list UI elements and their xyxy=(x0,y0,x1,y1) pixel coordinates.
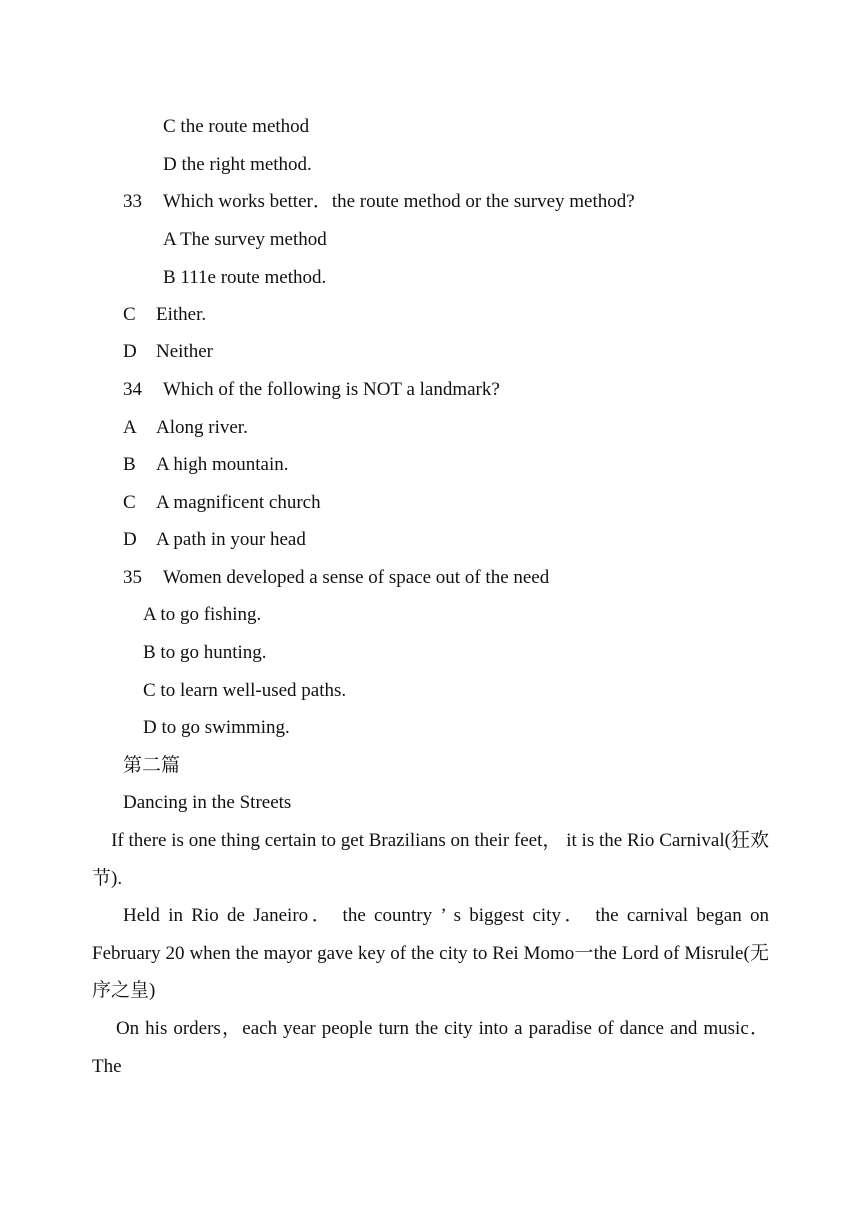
question-number: 34 xyxy=(123,379,142,400)
paragraph-text: Held in Rio de Janeiro． the country ’ s biggest city． the carnival began on February 20 when the mayor gave key of the city to Rei Momo一the Lord of Misrule(无序之皇) xyxy=(92,905,769,1002)
q33-option-a: A The survey method xyxy=(163,229,327,250)
option-letter: D xyxy=(123,341,137,362)
section-label: 第二篇 xyxy=(123,755,181,776)
q32-option-c: C the route method xyxy=(163,116,310,137)
option-letter: D xyxy=(123,529,137,550)
q32-option-d: D the right method. xyxy=(163,154,312,175)
paragraph-text: If there is one thing certain to get Brazilians on their feet， it is the Rio Carnival(狂欢节). xyxy=(92,830,769,889)
question-text: Which of the following is NOT a landmark? xyxy=(163,379,500,400)
option-text: Either. xyxy=(156,304,207,325)
q34-option-c xyxy=(123,491,321,515)
question-number: 35 xyxy=(123,567,142,588)
passage-paragraph-2 xyxy=(92,897,769,1010)
question-text: Which works better．the route method or the survey method? xyxy=(163,191,635,212)
question-text: Women developed a sense of space out of the need xyxy=(163,567,550,588)
q33-option-c xyxy=(123,303,206,327)
option-text: A magnificent church xyxy=(156,492,321,513)
q35-option-b: B to go hunting. xyxy=(143,642,267,663)
passage-paragraph-1 xyxy=(92,822,769,897)
option-letter: C xyxy=(123,492,136,513)
passage-title: Dancing in the Streets xyxy=(123,792,292,813)
q35-option-a: A to go fishing. xyxy=(143,604,262,625)
option-text: Neither xyxy=(156,341,213,362)
paragraph-text: On his orders，each year people turn the city into a paradise of dance and music．The xyxy=(92,1018,770,1077)
option-letter: B xyxy=(123,454,136,475)
q34-question xyxy=(123,378,500,402)
q35-option-c: C to learn well-used paths. xyxy=(143,680,347,701)
passage-paragraph-3 xyxy=(92,1010,769,1085)
option-text: Along river. xyxy=(156,417,248,438)
q34-option-d xyxy=(123,528,306,552)
option-text: A path in your head xyxy=(156,529,306,550)
q33-option-b: B 111e route method. xyxy=(163,267,327,288)
option-text: A high mountain. xyxy=(156,454,289,475)
option-letter: C xyxy=(123,304,136,325)
q34-option-a xyxy=(123,416,248,440)
q33-option-d xyxy=(123,340,213,364)
question-number: 33 xyxy=(123,191,142,212)
q35-question xyxy=(123,566,549,590)
option-letter: A xyxy=(123,417,137,438)
q34-option-b xyxy=(123,453,288,477)
q33-question xyxy=(123,190,635,214)
q35-option-d: D to go swimming. xyxy=(143,717,290,738)
